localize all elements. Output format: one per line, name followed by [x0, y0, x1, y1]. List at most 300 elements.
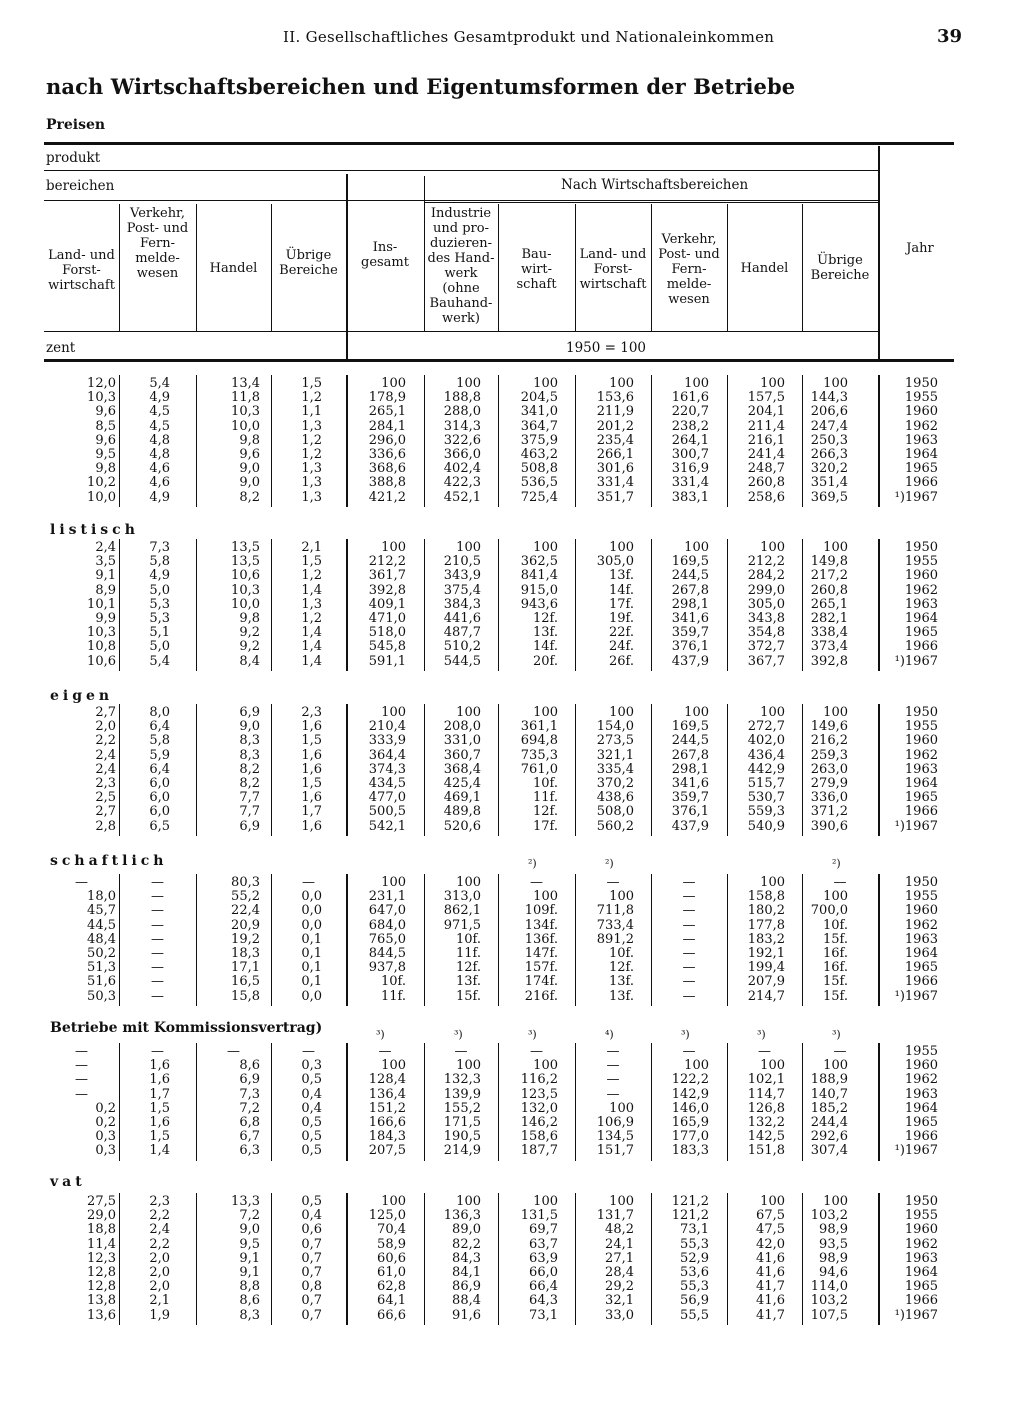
year-cell: 1965	[904, 1279, 938, 1295]
table-cell: 647,0	[368, 903, 406, 919]
table-cell: 100	[760, 540, 785, 555]
header-bereichen: bereichen	[46, 178, 115, 194]
table-cell: 469,1	[443, 790, 481, 806]
table-cell: 341,0	[520, 404, 558, 420]
table-cell: 100	[609, 889, 634, 905]
table-cell: 64,1	[377, 1293, 406, 1309]
table-cell: —	[682, 917, 696, 933]
table-cell: 421,2	[368, 489, 406, 505]
table-cell: 9,0	[239, 1222, 260, 1238]
table-cell: 5,0	[149, 582, 170, 598]
header-rule-cols	[44, 331, 878, 332]
table-cell: 5,4	[149, 653, 170, 669]
table-cell: 13,5	[231, 554, 260, 570]
table-cell: 45,7	[87, 903, 116, 919]
column-rule	[802, 375, 803, 507]
column-rule	[878, 375, 880, 507]
table-cell: 100	[381, 376, 406, 391]
table-cell: 2,0	[149, 1279, 170, 1295]
table-cell: 62,8	[377, 1279, 406, 1295]
table-cell: 136f.	[524, 931, 558, 947]
column-header: Land- und Forst- wirtschaft	[579, 247, 647, 292]
footnote-marker: ⁴)	[605, 1028, 614, 1041]
table-cell: 9,1	[239, 1250, 260, 1266]
table-cell: 258,6	[747, 489, 785, 505]
table-cell: 13f.	[455, 974, 481, 990]
table-cell: 216,1	[747, 432, 785, 448]
page-subtitle: Preisen	[46, 117, 106, 133]
table-cell: 376,1	[671, 804, 709, 820]
table-cell: 1,4	[301, 582, 322, 598]
table-cell: 841,4	[520, 568, 558, 584]
column-rule	[802, 704, 803, 836]
table-cell: 1,3	[301, 475, 322, 491]
table-cell: 1,5	[301, 554, 322, 570]
table-cell: 265,1	[368, 404, 406, 420]
table-cell: 515,7	[747, 776, 785, 791]
table-cell: 17f.	[532, 818, 558, 834]
table-cell: 267,8	[671, 747, 709, 763]
table-cell: 17f.	[608, 596, 634, 612]
table-cell: 6,9	[239, 705, 260, 720]
table-cell: 300,7	[671, 447, 709, 462]
table-cell: 146,2	[520, 1115, 558, 1130]
column-header: Handel	[209, 261, 258, 276]
table-cell: 100	[456, 376, 481, 391]
table-cell: 9,2	[239, 625, 260, 641]
table-cell: 151,8	[747, 1143, 785, 1159]
year-cell: 1964	[904, 776, 938, 791]
table-cell: 10f.	[532, 776, 558, 791]
section-title: schaftlich	[50, 853, 168, 869]
table-cell: 125,0	[368, 1208, 406, 1224]
table-cell: 441,6	[443, 611, 481, 626]
header-bottom-rule	[44, 359, 954, 362]
table-cell: 244,4	[810, 1115, 848, 1130]
table-cell: 1,4	[301, 639, 322, 655]
table-cell: 735,3	[520, 747, 558, 763]
column-rule	[424, 1193, 425, 1325]
table-cell: 55,5	[680, 1307, 709, 1323]
table-cell: 128,4	[368, 1072, 406, 1088]
table-cell: —	[75, 1072, 88, 1088]
table-cell: 188,8	[443, 390, 481, 406]
year-cell: ¹)1967	[894, 1143, 938, 1159]
table-cell: —	[151, 946, 164, 961]
table-cell: 1,6	[301, 719, 322, 735]
table-cell: 100	[684, 376, 709, 391]
year-cell: 1966	[904, 639, 938, 655]
table-cell: 0,1	[301, 960, 322, 976]
year-cell: 1960	[904, 733, 938, 749]
table-cell: 55,3	[680, 1236, 709, 1252]
table-cell: —	[151, 974, 164, 990]
table-cell: 169,5	[671, 554, 709, 570]
footnote-marker: ³)	[376, 1028, 385, 1041]
table-cell: 121,2	[671, 1194, 709, 1209]
table-cell: 84,1	[452, 1265, 481, 1280]
table-cell: 84,3	[452, 1250, 481, 1266]
table-cell: 374,3	[368, 761, 406, 777]
table-cell: 100	[456, 1194, 481, 1209]
table-cell: 214,9	[443, 1143, 481, 1159]
table-cell: —	[75, 1058, 88, 1074]
table-cell: —	[606, 1086, 620, 1102]
table-cell: —	[682, 974, 696, 990]
table-cell: 100	[760, 1058, 785, 1074]
table-cell: 82,2	[452, 1236, 481, 1252]
table-cell: —	[151, 889, 164, 905]
table-cell: 66,6	[377, 1307, 406, 1323]
table-cell: 711,8	[596, 903, 634, 919]
table-cell: —	[682, 875, 696, 890]
table-cell: 402,0	[747, 733, 785, 749]
table-cell: 8,6	[239, 1058, 260, 1074]
table-cell: 153,6	[596, 390, 634, 406]
column-rule	[575, 874, 576, 1006]
table-cell: 12,8	[87, 1265, 116, 1280]
year-cell: 1965	[904, 461, 938, 477]
table-cell: 273,5	[596, 733, 634, 749]
table-cell: 12f.	[532, 611, 558, 626]
table-cell: 165,9	[671, 1115, 709, 1130]
column-rule	[424, 375, 425, 507]
table-cell: 10,1	[87, 596, 116, 612]
table-cell: —	[833, 875, 847, 890]
header-rule-produkt	[44, 170, 878, 171]
year-cell: 1962	[904, 1072, 938, 1088]
year-cell: 1966	[904, 1129, 938, 1145]
table-cell: —	[151, 960, 164, 976]
table-cell: 1,6	[149, 1072, 170, 1088]
table-cell: —	[302, 875, 315, 890]
header-nach-wirtschaftsbereichen: Nach Wirtschaftsbereichen	[561, 177, 749, 193]
table-cell: 438,6	[596, 790, 634, 806]
year-cell: 1955	[904, 1208, 938, 1224]
table-cell: 177,8	[747, 917, 785, 933]
table-cell: 2,7	[95, 705, 116, 720]
table-cell: 335,4	[596, 761, 634, 777]
column-rule	[424, 874, 425, 1006]
table-cell: 4,8	[149, 432, 170, 448]
table-cell: 67,5	[756, 1208, 785, 1224]
table-cell: 279,9	[810, 776, 848, 791]
column-rule	[575, 539, 576, 671]
table-cell: 183,3	[671, 1143, 709, 1159]
table-cell: 1,5	[149, 1100, 170, 1116]
table-cell: 7,7	[239, 790, 260, 806]
table-cell: 8,5	[95, 418, 116, 434]
table-cell: 241,4	[747, 447, 785, 462]
table-cell: 94,6	[819, 1265, 848, 1280]
table-cell: 151,2	[368, 1100, 406, 1116]
table-cell: —	[682, 946, 696, 961]
table-cell: 100	[533, 889, 558, 905]
table-cell: 6,4	[149, 761, 170, 777]
column-rule	[651, 375, 652, 507]
page-title: nach Wirtschaftsbereichen und Eigentumsformen der Betriebe	[46, 74, 796, 99]
table-cell: 211,9	[596, 404, 634, 420]
table-cell: 10f.	[380, 974, 406, 990]
table-cell: 24f.	[608, 639, 634, 655]
table-cell: 169,5	[671, 719, 709, 735]
table-cell: 13f.	[532, 625, 558, 641]
year-cell: 1963	[904, 1250, 938, 1266]
table-cell: 248,7	[747, 461, 785, 477]
table-cell: 0,6	[301, 1222, 322, 1238]
table-cell: 41,7	[756, 1279, 785, 1295]
header-rule-nach	[424, 202, 878, 203]
table-cell: 41,6	[756, 1250, 785, 1266]
column-rule	[346, 375, 348, 507]
year-cell: ¹)1967	[894, 489, 938, 505]
table-cell: 0,7	[301, 1236, 322, 1252]
table-cell: 235,4	[596, 432, 634, 448]
table-cell: 188,9	[810, 1072, 848, 1088]
table-cell: 100	[760, 705, 785, 720]
column-rule	[346, 874, 348, 1006]
table-cell: 100	[760, 376, 785, 391]
year-cell: 1962	[904, 1236, 938, 1252]
table-cell: 100	[533, 705, 558, 720]
table-cell: 0,2	[95, 1115, 116, 1130]
table-cell: 296,0	[368, 432, 406, 448]
table-cell: 12f.	[455, 960, 481, 976]
column-rule	[119, 539, 120, 671]
table-cell: 207,9	[747, 974, 785, 990]
table-cell: 0,7	[301, 1265, 322, 1280]
table-cell: 508,8	[520, 461, 558, 477]
table-cell: 1,3	[301, 596, 322, 612]
table-cell: 500,5	[368, 804, 406, 820]
column-rule	[878, 1043, 880, 1161]
table-cell: 171,5	[443, 1115, 481, 1130]
table-cell: 1,6	[301, 761, 322, 777]
table-cell: —	[606, 875, 620, 890]
table-cell: 14f.	[608, 582, 634, 598]
year-cell: 1963	[904, 1086, 938, 1102]
table-cell: —	[227, 1044, 240, 1059]
table-cell: 100	[533, 1194, 558, 1209]
table-cell: 307,4	[810, 1143, 848, 1159]
table-cell: 100	[456, 875, 481, 890]
table-cell: 15f.	[822, 931, 848, 947]
table-cell: 12f.	[608, 960, 634, 976]
table-cell: 10,3	[87, 390, 116, 406]
table-cell: 18,8	[87, 1222, 116, 1238]
table-cell: 9,8	[239, 611, 260, 626]
table-cell: 98,9	[819, 1250, 848, 1266]
table-cell: 314,3	[443, 418, 481, 434]
column-rule	[651, 539, 652, 671]
column-header: Übrige Bereiche	[810, 253, 870, 283]
table-cell: 100	[609, 540, 634, 555]
table-cell: 10f.	[822, 917, 848, 933]
table-cell: 0,0	[301, 988, 322, 1004]
table-cell: 1,1	[301, 404, 322, 420]
header-produkt: produkt	[46, 150, 101, 166]
footnote-marker: ³)	[681, 1028, 690, 1041]
table-cell: 0,3	[95, 1129, 116, 1145]
table-cell: 100	[760, 875, 785, 890]
table-cell: 2,4	[149, 1222, 170, 1238]
table-cell: 2,5	[95, 790, 116, 806]
column-header: Land- und Forst- wirtschaft	[48, 248, 115, 293]
column-rule	[271, 704, 272, 836]
year-cell: ¹)1967	[894, 988, 938, 1004]
table-cell: 180,2	[747, 903, 785, 919]
table-cell: 89,0	[452, 1222, 481, 1238]
table-cell: —	[833, 1044, 847, 1059]
column-rule	[119, 704, 120, 836]
table-cell: 1,2	[301, 432, 322, 448]
table-cell: 7,3	[239, 1086, 260, 1102]
column-header: Verkehr, Post- und Fern- melde- wesen	[126, 206, 189, 281]
table-cell: 42,0	[756, 1236, 785, 1252]
column-rule	[651, 1043, 652, 1161]
table-cell: 371,2	[810, 804, 848, 820]
table-cell: 158,8	[747, 889, 785, 905]
table-cell: 4,6	[149, 461, 170, 477]
table-cell: 0,5	[301, 1143, 322, 1159]
table-cell: 591,1	[368, 653, 406, 669]
table-cell: 13,4	[231, 376, 260, 391]
footnote-marker: ³)	[528, 1028, 537, 1041]
table-cell: 383,1	[671, 489, 709, 505]
table-cell: 9,9	[95, 611, 116, 626]
table-cell: 41,7	[756, 1307, 785, 1323]
table-cell: 536,5	[520, 475, 558, 491]
table-cell: 123,5	[520, 1086, 558, 1102]
table-cell: 64,3	[529, 1293, 558, 1309]
table-cell: 5,3	[149, 611, 170, 626]
table-cell: 520,6	[443, 818, 481, 834]
table-cell: 11,4	[87, 1236, 116, 1252]
column-header: Jahr	[906, 241, 934, 256]
table-cell: —	[530, 1044, 543, 1059]
table-cell: 73,1	[680, 1222, 709, 1238]
year-cell: ¹)1967	[894, 1307, 938, 1323]
table-cell: 177,0	[671, 1129, 709, 1145]
table-cell: 11f.	[532, 790, 558, 806]
table-cell: 61,0	[377, 1265, 406, 1280]
table-cell: 316,9	[671, 461, 709, 477]
table-cell: 8,9	[95, 582, 116, 598]
table-cell: 0,5	[301, 1129, 322, 1145]
table-cell: 131,7	[596, 1208, 634, 1224]
table-cell: 100	[456, 705, 481, 720]
year-cell: 1955	[904, 889, 938, 905]
column-rule	[196, 539, 197, 671]
table-cell: 260,8	[747, 475, 785, 491]
table-cell: 5,4	[149, 376, 170, 391]
table-cell: 100	[533, 1058, 558, 1074]
table-cell: 51,3	[87, 960, 116, 976]
table-cell: 100	[609, 1194, 634, 1209]
table-cell: 5,3	[149, 596, 170, 612]
table-cell: 313,0	[443, 889, 481, 905]
table-cell: 544,5	[443, 653, 481, 669]
table-cell: —	[151, 988, 164, 1004]
column-header: Industrie und pro- duzieren- des Hand- werk (ohne Bauhand- werk)	[427, 206, 495, 326]
table-cell: 8,2	[239, 776, 260, 791]
table-cell: 5,8	[149, 554, 170, 570]
table-cell: 331,0	[443, 733, 481, 749]
table-cell: 0,7	[301, 1293, 322, 1309]
table-cell: 1,4	[301, 625, 322, 641]
footnote-marker: ³)	[832, 1028, 841, 1041]
table-cell: 28,4	[605, 1265, 634, 1280]
table-cell: 69,7	[529, 1222, 558, 1238]
table-cell: 142,9	[671, 1086, 709, 1102]
table-cell: —	[606, 1058, 620, 1074]
table-cell: 305,0	[747, 596, 785, 612]
table-cell: 370,2	[596, 776, 634, 791]
column-header: Verkehr, Post- und Fern- melde- wesen	[658, 232, 720, 307]
year-cell: 1960	[904, 404, 938, 420]
table-cell: —	[682, 889, 696, 905]
column-rule	[119, 1193, 120, 1325]
table-cell: 1,7	[301, 804, 322, 820]
table-cell: 560,2	[596, 818, 634, 834]
table-cell: 13f.	[608, 988, 634, 1004]
table-cell: 100	[609, 376, 634, 391]
table-cell: 103,2	[810, 1208, 848, 1224]
table-cell: 154,0	[596, 719, 634, 735]
table-cell: 0,0	[301, 903, 322, 919]
table-cell: 100	[823, 1194, 848, 1209]
table-cell: 55,2	[231, 889, 260, 905]
table-cell: 100	[823, 1058, 848, 1074]
year-cell: 1965	[904, 625, 938, 641]
table-cell: 540,9	[747, 818, 785, 834]
year-cell: 1964	[904, 611, 938, 626]
table-cell: 4,6	[149, 475, 170, 491]
table-cell: 22,4	[231, 903, 260, 919]
year-cell: 1964	[904, 1100, 938, 1116]
table-cell: 2,0	[95, 719, 116, 735]
table-cell: 53,6	[680, 1265, 709, 1280]
table-cell: 15,8	[231, 988, 260, 1004]
table-cell: 114,0	[810, 1279, 848, 1295]
table-cell: 10,3	[87, 625, 116, 641]
table-cell: 510,2	[443, 639, 481, 655]
column-header: Handel	[740, 261, 789, 276]
table-cell: 55,3	[680, 1279, 709, 1295]
column-header: Ins- gesamt	[361, 240, 409, 270]
table-cell: 7,2	[239, 1208, 260, 1224]
table-cell: 375,4	[443, 582, 481, 598]
column-rule	[498, 375, 499, 507]
column-rule	[727, 704, 728, 836]
table-cell: 1,2	[301, 447, 322, 462]
table-cell: 359,7	[671, 790, 709, 806]
table-cell: 208,0	[443, 719, 481, 735]
year-cell: 1955	[904, 554, 938, 570]
table-cell: 11f.	[455, 946, 481, 961]
table-cell: 47,5	[756, 1222, 785, 1238]
table-cell: 18,3	[231, 946, 260, 961]
table-cell: 0,4	[301, 1208, 322, 1224]
table-cell: 100	[823, 376, 848, 391]
table-cell: 157,5	[747, 390, 785, 406]
table-cell: 10,6	[87, 653, 116, 669]
year-cell: 1964	[904, 946, 938, 961]
column-rule	[271, 1193, 272, 1325]
table-cell: 272,7	[747, 719, 785, 735]
table-cell: 22f.	[608, 625, 634, 641]
table-cell: 0,2	[95, 1100, 116, 1116]
